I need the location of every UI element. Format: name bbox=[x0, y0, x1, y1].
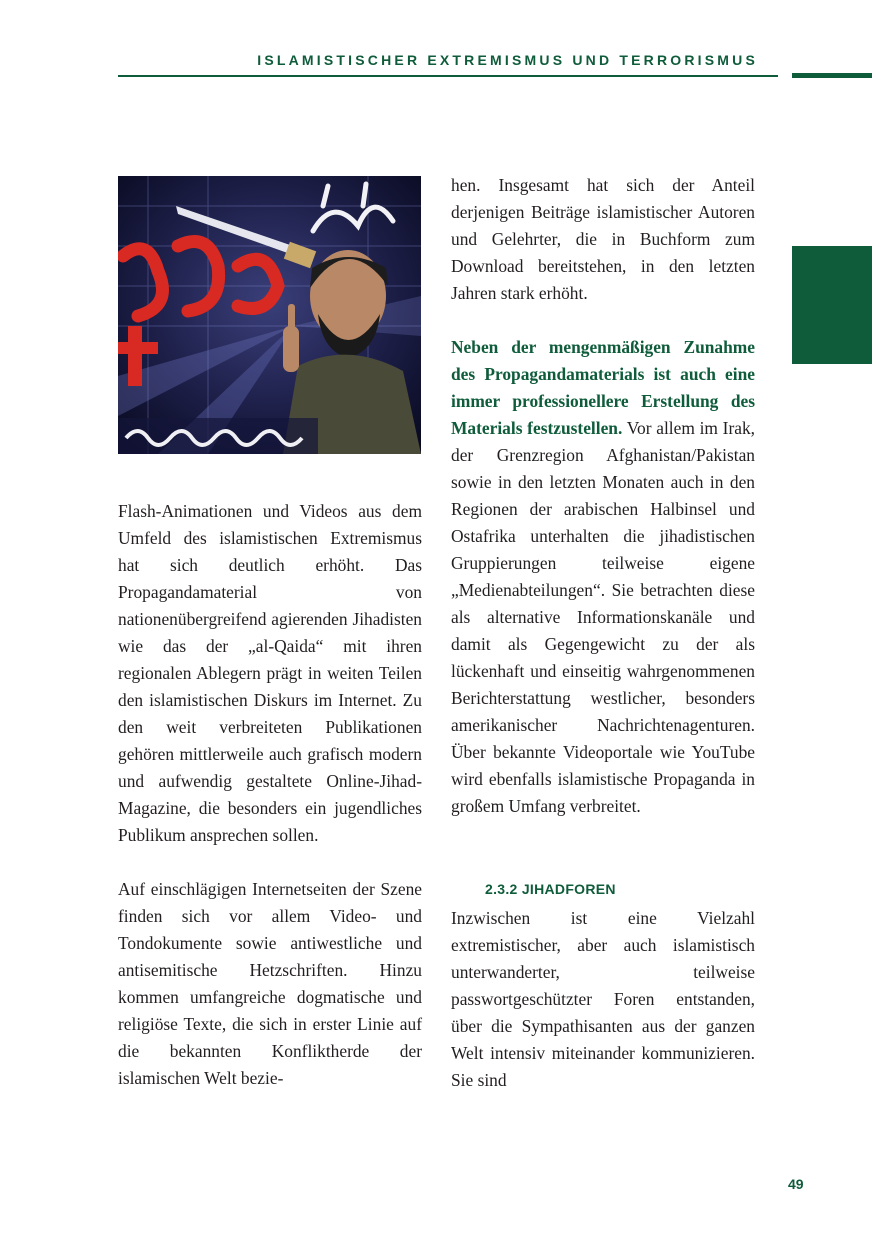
section-heading: 2.3.2 JIHADFOREN bbox=[485, 881, 616, 897]
header-rule bbox=[118, 75, 778, 77]
right-column bbox=[451, 172, 755, 1094]
lead-sentence: Neben der mengenmäßigen Zunahme des Propagandamaterials ist auch eine immer professionellere Erstellung des Materials festzustellen. bbox=[451, 337, 755, 438]
body-paragraph: Flash-Animationen und Videos aus dem Umfeld des islamistischen Extremismus hat sich deutlich erhöht. Das Propagandamaterial von nationenübergreifend agierenden Jihadisten wie das der „al-Qaida“ mit ihren regionalen Ablegern prägt in weiten Teilen den islamistischen Diskurs im Internet. Zu den weit verbreiteten Publikationen gehören mittlerweile auch grafisch modern und aufwendig gestaltete Online-Jihad-Magazine, die besonders ein jugendliches Publikum ansprechen sollen. bbox=[118, 501, 422, 845]
body-paragraph: hen. Insgesamt hat sich der Anteil derjenigen Beiträge islamistischer Autoren und Gelehrter, die in Buchform zum Download bereitstehen, in den letzten Jahren stark erhöht. bbox=[451, 175, 755, 303]
paragraph-text: Vor allem im Irak, der Grenzregion Afghanistan/Pakistan sowie in den letzten Monaten auch in den Regionen der arabischen Halbinsel und Ostafrika unterhalten die jihadistischen Gruppierungen teilweise eigene „Medienabteilungen“. Sie betrachten diese als alternative Informationskanäle und damit als Gegengewicht zu der als lückenhaft und einseitig wahrgenommenen Berichterstattung westlicher, besonders amerikanischer Nachrichtenagenturen. Über bekannte Videoportale wie YouTube wird ebenfalls islamistische Propaganda in großem Umfang verbreitet. bbox=[451, 418, 756, 816]
left-column bbox=[118, 498, 422, 1092]
header-rule-accent bbox=[792, 73, 872, 78]
chapter-tab-marker bbox=[792, 246, 872, 364]
running-title: ISLAMISTISCHER EXTREMISMUS UND TERRORISMUS bbox=[257, 52, 758, 68]
page-number: 49 bbox=[788, 1176, 804, 1192]
propaganda-image bbox=[118, 176, 421, 454]
body-paragraph: Auf einschlägigen Internetseiten der Szene finden sich vor allem Video- und Tondokumente sowie antiwestliche und antisemitische Hetzschriften. Hinzu kommen umfangreiche dogmatische und religiöse Texte, die sich in erster Linie auf die bekannten Konfliktherde der islamischen Welt bezie- bbox=[118, 879, 422, 1088]
body-paragraph: Inzwischen ist eine Vielzahl extremistischer, aber auch islamistisch unterwanderter, teilweise passwortgeschützter Foren entstanden, über die Sympathisanten aus der ganzen Welt intensiv miteinander kommunizieren. Sie sind bbox=[451, 908, 755, 1090]
body-paragraph bbox=[451, 334, 755, 820]
